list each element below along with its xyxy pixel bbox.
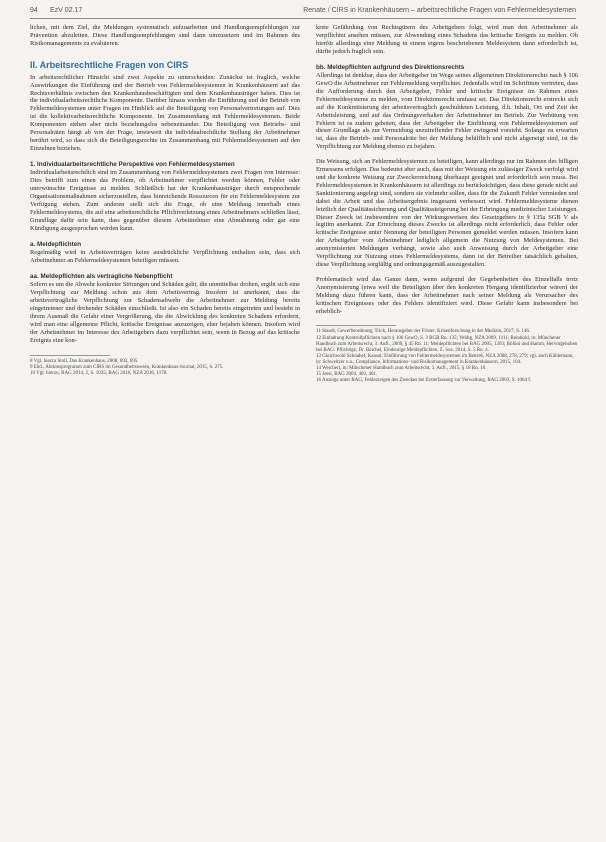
footnote-rule [316, 325, 396, 326]
right-paragraph-3: Problematisch wird das Ganze dann, wenn aufgrund der Gegebenheiten des Einzelfalls trotz Anonymisierung (etwa weil die Beteiligten über den konkreten Hergang identifizierbar wären) der Meldung dazu führen kann, dass der Arbeitnehmer nach seiner Meldung als Verursacher des kritischen Ereignisses oder des Fehlers identifiziert wird. Diese Gefahr kann insbesondere bei erheblich- [316, 275, 578, 315]
subheading-individual: 1. Individualarbeitsrechtliche Perspektive von Fehlermeldesystemen [30, 160, 235, 168]
subheading-meldepflichten: a. Meldepflichten [30, 240, 82, 248]
footnote-rule [30, 355, 110, 356]
nebenpflicht-paragraph: Sofern es um die Abwehr konkreter Störungen und Schäden geht, die unmittelbar drohen, ergibt sich eine Verpflichtung zur Meldung schon aus dem Arbeitsvertrag. Insofern ist anerkannt, dass die arbeitsvertragliche Verpflichtung zur Schadensabwehr die Arbeitnehmer zur Meldung bereits eingetretener und drohender Schäden einschließt. Ist also ein Schaden bereits eingetreten und besteht in ihrem Ausmaß die Gefahr einer Vergrößerung, die die Abwicklung des konkreten Schadens erfordern, wird man eine allgemeine Pflicht, kritische Ereignisse anzuzeigen, eher bejahen können. Insofern wird der Arbeitnehmer im Interesse des Arbeitgebers dazu verpflichtet sein, wenn in Bezug auf das kritische Ereignis eine kon- [30, 281, 300, 344]
right-column [316, 24, 578, 384]
left-column [30, 24, 300, 377]
footnote: 9 Ebd., Aktionsprogramm zum CIRS im Gesundheitswesen, Krankenhaus-Journal, 2015, S. 275. [30, 364, 224, 370]
running-title: Renate / CIRS in Krankenhäusern – arbeitsrechtliche Fragen von Fehlermeldesystemen [303, 7, 576, 14]
footnote: 16 Anzeige unter BAG, Fehlerzeigen des Zweckes bei Ersterfassung zur Verwaltung, BAG 2003, S. 1064 f. [316, 378, 532, 384]
footnote: 10 Vgl. hierzu, BAG 2014, 2, S. 1035; BAG 2016, NZA 2016, 1178. [30, 370, 168, 376]
subheading-nebenpflicht: aa. Meldepflichten als vertragliche Nebenpflicht [30, 272, 173, 280]
footnote: 15 Jessl, BAG 2004, 403, 401. [316, 372, 378, 378]
meldepflichten-paragraph: Regelmäßig wird in Arbeitsverträgen keine ausdrückliche Verpflichtung enthalten sein, dass sich Arbeitnehmer an Fehlermeldesystemen beteiligen müssen. [30, 249, 300, 264]
footnote: 12 Einhaltung Kontrollpflichten nach § 106 GewO, S. 3 BGB Rn. 135; Veldig, NZA 2009, 1111; Reinhold, in: Münchener Handbuch zum Arbeitsrecht, 3. Aufl., 2009, § 45 Rn. 11; Meldepflichten bei BAG 2005, 1263; Bölöni und Hamm, Hervorgehoben bei BAG: Pflichtige, Dr. Reichel, Eindeutige Meldepflichten, Z. Soz. 2014, S. 5 Rn. 4. [316, 335, 578, 353]
footnote: 8 Vgl. hierzu Stoll, Das Krankenhaus, 2008, 693, 695. [30, 358, 139, 364]
journal-name: EzV 02.17 [50, 7, 83, 14]
section-heading: II. Arbeitsrechtliche Fragen von CIRS [30, 59, 189, 70]
footnote: 13 Gleichwohl Schnabel, Kausal: Einführung von Fehlermeldesystemen im Betrieb, NZA 2008, 278, 279; vgl. auch Kühlemann, in: Schweitzer u.a., Compliance, Informations- und Risikomanagement in Krankenhäusern, 2015, 104. [316, 353, 574, 365]
section-paragraph: In arbeitsrechtlicher Hinsicht sind zwei Aspekte zu unterscheiden: Zunächst ist fraglich, welche Auswirkungen die Einführung und der Betrieb von Fehlermeldesystemen in Krankenhäusern auf das Rechtsverhältnis zwischen den Krankenhausbeschäftigten und dem Krankenhausträger haben. Dies ist die individualarbeitsrechtliche Komponente. Darüber hinaus werden die Einführung und der Betrieb von Fehlermeldesystemen unter Fragen im Hinblick auf die Beteiligung von Personalvertretungen auf. Dies ist die kollektivarbeitsrechtliche Komponente. Im Zusammenhang mit Fehlermeldesystemen. Beide Komponenten stehen aber nicht beziehungslos nebeneinander. Die Beteiligung von Betriebs- und Personalräten hängt ab von der Frage, inwieweit die individualrechtliche Stellung der Arbeitnehmer berührt wird, so dass sich die Beteiligungsrechte im Zusammenhang mit Fehlermeldesystemen auf den Einzelnen beziehen. [30, 73, 300, 152]
subheading-direktionsrecht: bb. Meldepflichten aufgrund des Direktionsrechts [316, 63, 465, 71]
page-number: 94 [30, 7, 38, 14]
footnote: 11 Staudt, Gewerbeordnung, Trick, Herausgeber der Frister, Krisenforschung in der Medizin, 2017, S. 146. [316, 329, 531, 335]
intro-paragraph: lichen, mit dem Ziel, die Meldungen systematisch aufzuarbeiten und Handlungsempfehlungen zur Prävention abzuleiten. Diese Handlungsempfehlungen sind dann umzusetzen und im Rahmen des Risikomanagements zu evaluieren. [30, 24, 300, 47]
right-paragraph-2: Die Weisung, sich an Fehlermeldesystemen zu beteiligen, kann allerdings nur im Rahmen des billigen Ermessens erfolgen. Das bedeutet aber auch, dass mit der Weisung ein zulässiger Zweck verfolgt wird und die konkrete Weisung zur Zweckerreichung überhaupt geeignet und erforderlich sein muss. Bei Fehlermeldesystemen in Krankenhäusern ist allerdings zu berücksichtigen, dass diese gerade nicht auf Sanktionierung angelegt sind, sondern sie vielmehr sollen, dass für die Zukunft Fehler vermieden und dabei die Arbeit und das Arbeitsergebnis insgesamt verbessert wird. Fehlermeldesysteme dienen letztlich der Qualitätssicherung und Qualitätssteigerung bei der Erbringung medizinischer Leistungen. Dieser Zweck ist insbesondere von der Wirkungsweisen des Gesetzgebers in § 135a SGB V als legitim anerkannt. Zur Erreichung dieses Zwecks ist allerdings nicht erforderlich, dass Fehler oder kritische Ereignisse unter Nennung der beteiligten Personen gemeldet werden müssen. Insofern kann der Arbeitgeber vom Arbeitnehmer lediglich allgemein die Nutzung von Meldesystemen. Bei anonymisierten Meldungen verhängt, sowie also auch Anweisung durch der Arbeitgeber eine Verpflichtung zur Nutzung eines Fehlermeldesystems, dann ist der Betreiber tatsächlich gehalten, diese Verpflichtung sorgfältig und ordnungsgemäß auszugestalten. [316, 158, 578, 268]
footnote: 14 Weichert, in: Münchener Handbuch zum Arbeitsrecht, 3. Aufl., 2015, § 18 Rn. 10. [316, 365, 487, 371]
individual-paragraph: Individualarbeitsrechtlich sind im Zusammenhang von Fehlermeldesystemen zwei Fragen von Interesse: Dies betrifft zum einen das Problem, ob Arbeitnehmer verpflichtet werden können, Fehler oder unerwünschte Ereignisse zu melden. Schließlich hat der Krankenhausträger durch entsprechende Organisationsmaßnahmen sicherzustellen, dass hinreichende Ressourcen für ein Fehlermeldesystem zur Verfügung stehen. Zum anderen stellt sich die Frage, ob eine Meldung innerhalb eines Fehlermeldesystems, die auf eine arbeitsrechtliche Pflichtverletzung eines Arbeitnehmers schließen lässt, Grundlage dafür sein kann, dass gegenüber diesem Arbeitnehmer eine Abmahnung oder gar eine Kündigung ausgesprochen werden kann. [30, 169, 300, 232]
direktionsrecht-paragraph: Allerdings ist denkbar, dass der Arbeitgeber im Wege seines allgemeinen Direktionsrechts nach § 106 GewO die Arbeitnehmer zur Fehlermeldung verpflichtet. Jedenfalls wird im Schrifttum vertreten, dass die Aufforderung durch den Arbeitgeber, Fehler und kritische Ereignisse im Rahmen eines Fehlermeldesystems zu melden, vom Direktionsrecht umfasst sei. Das Direktionsrecht erstreckt sich auf die Konkretisierung der arbeitsvertraglich geschuldeten Leistung, d.h. Inhalt, Ort und Zeit der Arbeitsleistung, und auf das Ordnungsverhalten der Arbeitnehmer im Betrieb. Zur Verhütung von Fehlern ist es zudem geboten, dass der Arbeitgeber die Einführung von Fehlermeldesystemen auf dieser Grundlage als zur Vermeidung unzutreffender Fehler zwingend vorsieht. Solange zu erwarten ist, dass die Betrieb- und Personalräte bei der Meldung behilflich und nicht abgeneigt sind, ist die Verpflichtung zur Meldung ebenso zu bejahen. [316, 72, 578, 151]
header-rule [30, 18, 576, 19]
right-paragraph-1: krete Gefährdung von Rechtsgütern des Arbeitgebers folgt, wird man den Arbeitnehmer als verpflichtet ansehen müssen, zur Abwendung eines Schadens das kritische Ereignis zu melden. Ob hierfür allerdings eine Meldung in einem eigens beschriebenen Meldesystem dann erforderlich ist, dürfte jedoch fraglich sein. [316, 24, 578, 55]
